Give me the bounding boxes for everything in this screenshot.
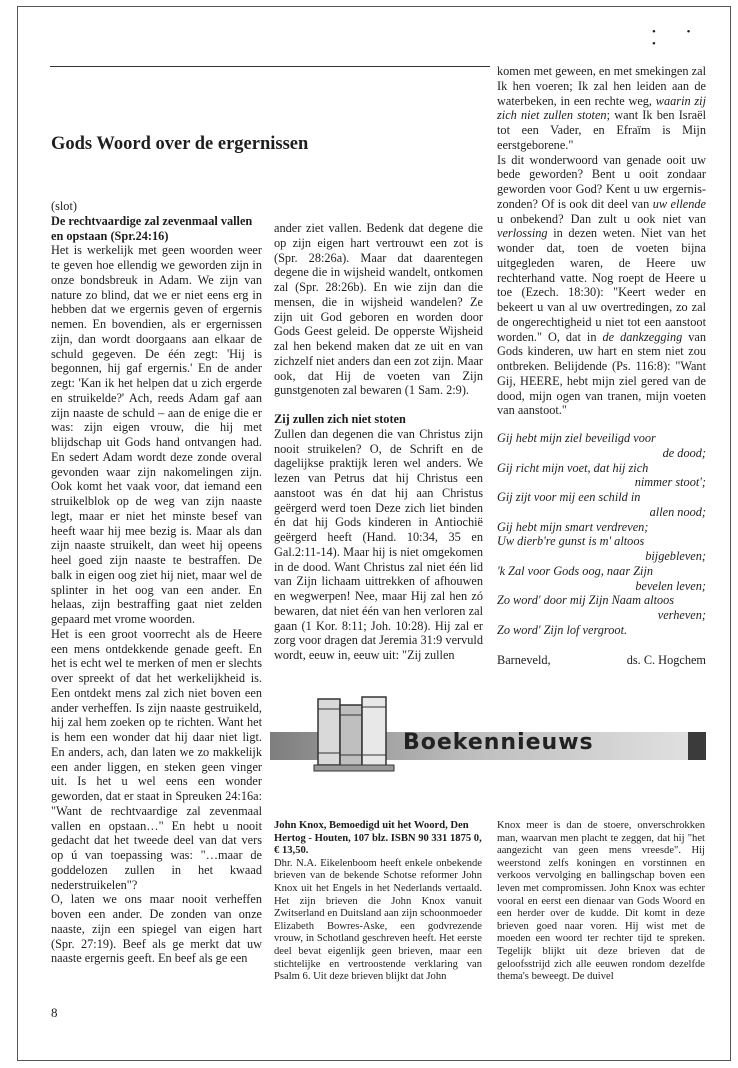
section-heading-1: De rechtvaardige zal zevenmaal vallen en opstaan (Spr.24:16) — [51, 213, 253, 243]
poem-line: de dood; — [662, 445, 706, 460]
books-icon — [310, 693, 402, 773]
poem-line: bijgebleven; — [645, 549, 706, 563]
paragraph: Het is werkelijk met geen woorden weer te geven hoe ellendig we geworden zijn in onze bondsbreuk in Adam. We zijn van nature zo blind, dat we er niet eens erg in hebben dat we ergernis geven of ergernis nemen. En bovendien, als er ergernissen zijn, dan wordt doorgaans aan elkaar de schuld gegeven. De één zegt: 'Hij is begonnen, hij gaf ergernis.' En de ander zegt: 'Kan ik het helpen dat u zich ergerde en struikelde?' Ach, reeds Adam gaf aan zijn naaste de schuld – aan de enige die er was: zijn eigen vrouw, die hij met blijdschap uit Gods hand ontvangen had. En sedert Adam wordt deze zonde overal gevonden waar zijn nakomelingen zijn. Ook komt het vaak voor, dat iemand een struikelblok op de weg van zijn naaste legt, maar er niet het minste besef van heeft waar hij mee bezig is. Maar als dan zijn naaste struikelt, dan weet hij opeens heel goed zijn naaste te bestraffen. De balk in eigen oog ziet hij niet, maar wel de splinter in het oog van een ander. En helaas, zijn bestraffing gaat niet zelden gepaard met vrome woorden. — [51, 243, 262, 626]
signature — [497, 653, 706, 668]
section-heading-2: Zij zullen zich niet stoten — [274, 412, 406, 426]
poem-line: Gij hebt mijn ziel beveiligd voor — [497, 431, 656, 445]
paragraph: Dhr. N.A. Eikelenboom heeft enkele onbekende brieven van de bekende Schotse reformer John Knox uit het Engels in het Nederlands vertaald. Het zijn brieven die John Knox vanuit Zwitserland en Duitsland aan zijn schoonmoeder Elizabeth Bowres-Aske, een godvrezende vrouw, in Schotland geschreven heeft. Het eerste deel bevat eigenlijk geen brieven, maar een stichtelijke en vertroostende verklaring van Psalm 6. Uit deze brieven blijkt dat John — [274, 857, 482, 983]
signature-place: Barneveld, — [497, 652, 551, 667]
poem-line: verheven; — [657, 608, 706, 622]
poem-line: nimmer stoot'; — [634, 475, 706, 490]
poem-line: Gij hebt mijn smart verdreven; — [497, 519, 649, 534]
book-review-column-2 — [497, 820, 705, 984]
poem-line: 'k Zal voor Gods oog, naar Zijn — [497, 563, 654, 578]
book-review-column-1 — [274, 820, 482, 984]
emphasis: waarin zij zich niet zullen stoten — [497, 93, 707, 123]
banner-title: Boekennieuws — [403, 730, 594, 755]
poem-line: Gij zijt voor mij een schild in — [497, 490, 641, 504]
paragraph: Het is een groot voorrecht als de Heere een mens ontdekkende genade geeft. En het is echt wel te merken of men er slechts over spreekt of dat het werkelijkheid is. Een ontdekt mens zal zich niet boven een ander verheffen. Is zijn naaste gestruikeld, hij zal hem zoeken op te richten. Want het is hem een wonder dat hij daar niet ligt. En anders, ach, dan laten we zo makkelijk een ander liggen, en steken geen vinger uit. Is het u wel eens een wonder geworden, dat er staat in Spreuken 24:16a: "Want de rechtvaardige zal zevenmaal vallen en opstaan…" En hebt u nooit gedacht dat het tweede deel van dat vers op ú van toepassing was: "…maar de goddelozen zullen in het kwaad nederstruikelen"? — [51, 626, 262, 892]
paragraph: Is dit wonderwoord van genade ooit uw bede geworden? Bent u ooit zondaar geworden voor God? Kent u uw ergernis-zonden? Of is ook dit deel van uw ellende u onbekend? Dan zult u ook niet van verlossing in dezen weten. Niet van het wonder dat, toen de voeten bijna uitgegleden waren, de Heere uw rechterhand vatte. Nog roept de Heere u toe (Ezech. 18:30): "Keert weder en bekeert u van al uw overtredingen, zo zal de ongerechtigheid u niet tot een aanstoot worden." O, dat in de dankzegging van Gods kinderen, uw hart en stem niet zou ontbreken. Belijdende (Ps. 116:8): "Want Gij, HEERE, hebt mijn ziel gered van de dood, mijn ogen van tranen, mijn voeten van aanstoot." — [497, 152, 707, 418]
poem-line: Zo word' door mij Zijn Naam altoos — [497, 593, 675, 608]
paragraph: ander ziet vallen. Bedenk dat degene die op zijn eigen hart vertrouwt een zot is (Spr. 28:26a). Maar dat daarentegen degene die in wijsheid wandelt, ontkomen zal (Spr. 28:26b). En wie zijn dan die mensen, die in wijsheid wandelen? Ze zijn uit God geboren en worden door Gods Geest geleid. De opperste Wijsheid zal hen bekend maken dat ze uit en van zichzelf niet anders dan een zot zijn. Maar ook, dat Hij de voeten van Zijn gunstgenoten zal bewaren (1 Sam. 2:9). — [274, 221, 483, 398]
slot-label: (slot) — [51, 199, 77, 213]
article-column-3 — [497, 64, 706, 667]
article-title: Gods Woord over de ergernissen — [51, 134, 309, 154]
poem-line: Zo word' Zijn lof vergroot. — [497, 622, 628, 637]
emphasis: verlossing — [497, 226, 548, 241]
poem-line: allen nood; — [649, 504, 706, 519]
emphasis: uw ellende — [652, 196, 706, 211]
emphasis: de dankzegging — [602, 329, 683, 344]
signature-author: ds. C. Hogchem — [626, 652, 706, 667]
paragraph: Knox meer is dan de stoere, onverschrokken man, waarvan men placht te zeggen, dat hij "het aangezicht van geen mens vreesde". Hij weerstond zelfs koningen en vorstinnen en verkoos vervolging en ballingschap boven een leven met compromissen. John Knox was echter vooral en eerst een dienaar van Gods Woord en een herder over de kudde. Dit komt in deze brieven goed naar voren. Hij wist met de moeden een woord ter rechter tijd te spreken. Tegelijk blijkt uit deze brieven dat de geloofsstrijd zich alle eeuwen rondom dezelfde thema's beweegt. De duivel — [497, 820, 705, 983]
title-rule — [50, 66, 490, 67]
page-number: 8 — [51, 1005, 58, 1020]
paragraph: Zullen dan degenen die van Christus zijn nooit struikelen? O, de Schrift en de dagelijkse praktijk leren wel anders. We lezen van Petrus dat hij Christus een aanstoot was én dat hij aan Christus geërgerd werd toen Deze zich liet binden én dat hij Gods kinderen in Antiochië geërgerd heeft (Hand. 10:34, 35 en Gal.2:11-14). Maar hij is niet omgekomen in de dood. Want Christus zal niet één lid van Zijn lichaam uittrekken of afhouwen en wegwerpen! Nee, maar Hij zal hen zó bewaren, dat niet één van hen verloren zal gaan (1 Kor. 8:11; Joh. 10:28). Hij zal er zorg voor dragen dat Jeremia 31:9 vervuld wordt, eeuw in, eeuw uit: "Zij zullen — [274, 426, 483, 662]
paragraph: O, laten we ons maar nooit verheffen boven een ander. De zonden van onze naaste, zijn een spiegel van eigen hart (Spr. 27:19). Beef als ge merkt dat uw naaste ergernis geeft. En beef als ge een — [51, 892, 262, 966]
banner-end-block — [688, 732, 706, 760]
poem-line: Uw dierb're gunst is m' altoos — [497, 534, 645, 549]
poem-line: bevelen leven; — [635, 578, 706, 593]
poem — [497, 431, 706, 638]
book-heading: John Knox, Bemoedigd uit het Woord, Den Hertog - Houten, 107 blz. ISBN 90 331 1875 0, € 13,50. — [274, 820, 482, 857]
corner-marks: • • • — [652, 26, 705, 50]
paragraph: komen met geween, en met smekingen zal Ik hen voeren; Ik zal hen leiden aan de waterbeken, in een rechte weg, waarin zij zich niet zullen stoten; want Ik ben Israël tot een Vader, en Efraïm is Mijn eerstgeborene." — [497, 64, 707, 152]
article-column-1 — [51, 199, 262, 966]
poem-line: Gij richt mijn voet, dat hij zich — [497, 460, 649, 475]
article-column-2 — [274, 221, 483, 663]
